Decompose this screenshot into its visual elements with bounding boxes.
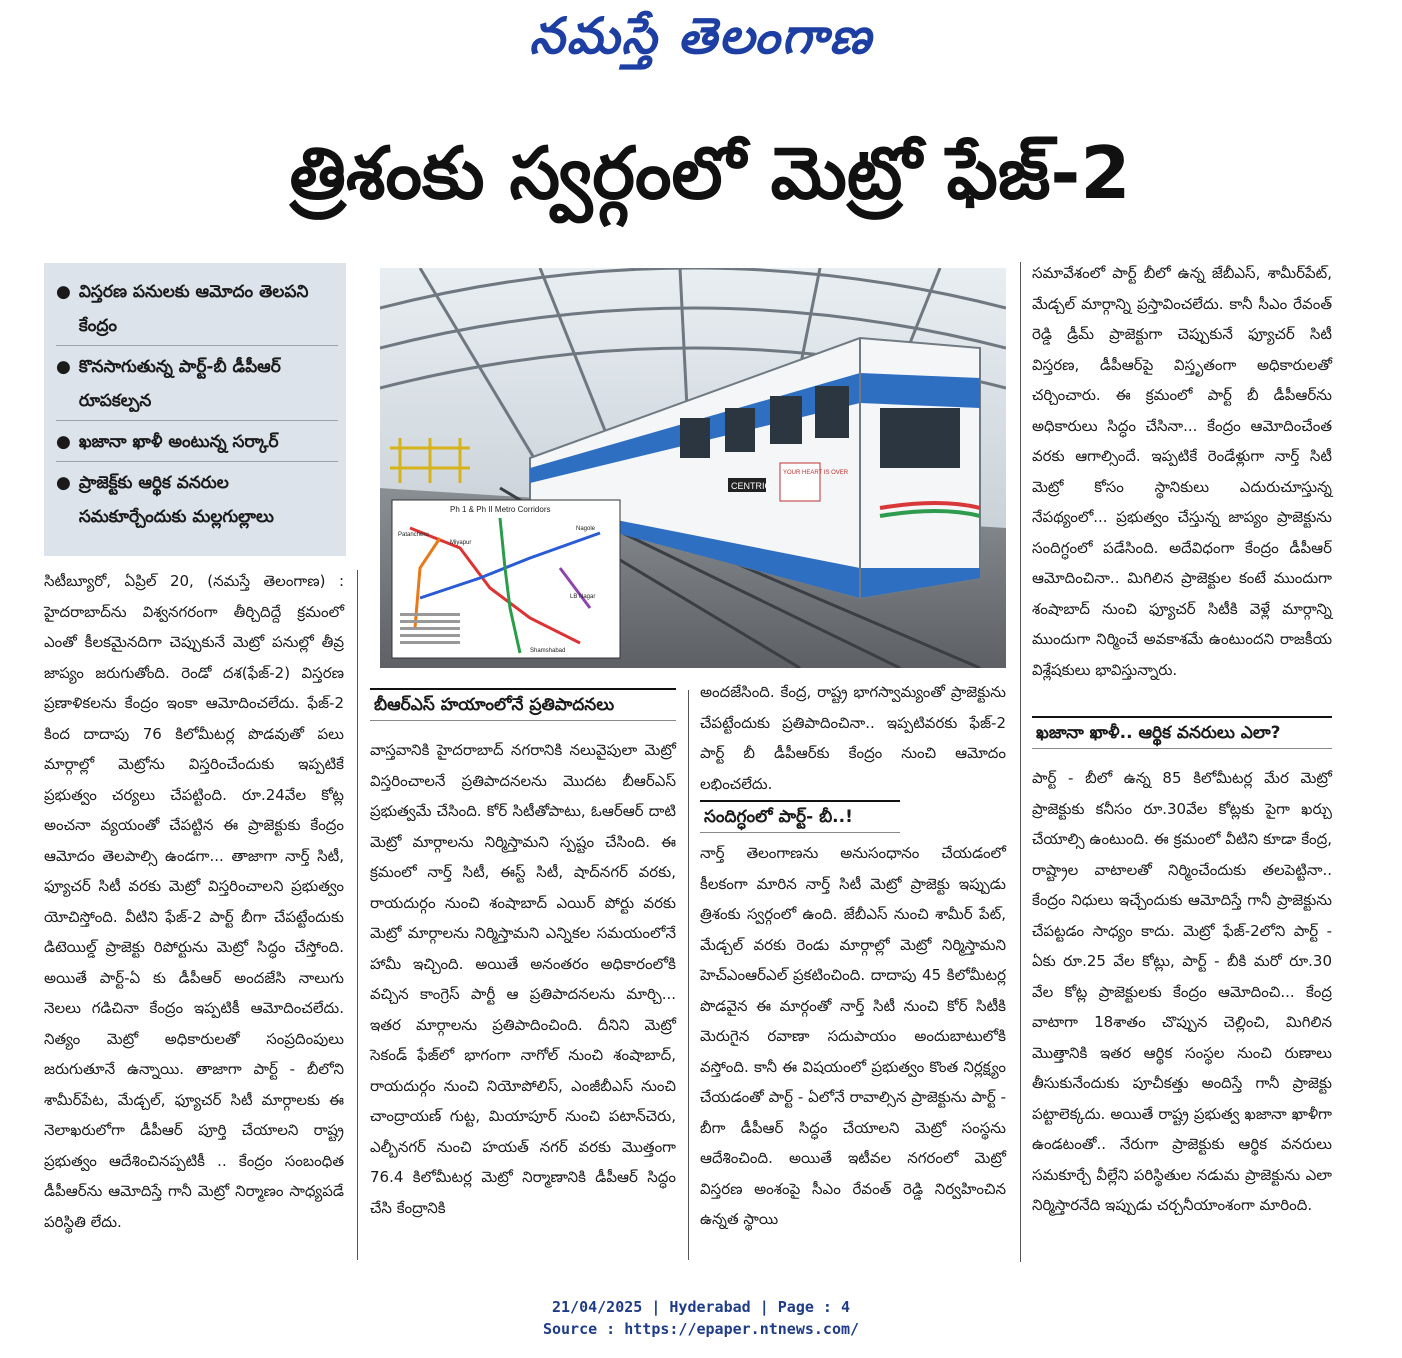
- article-paragraph: వాస్తవానికి హైదరాబాద్ నగరానికి నలువైపులా మెట్రో విస్తరించాలనే ప్రతిపాదనలను మొదట బీఆర్‌ఎస్ ప్రభుత్వమే చేసింది. కోర్ సిటీతోపాటు, ఓఆర్‌ఆర్ దాటి మెట్రో మార్గాలను నిర్మిస్తామని స్పష్టం చేసింది. ఈ క్రమంలో నార్త్ సిటీ, ఈస్ట్ సిటీ, షాద్‌నగర్ వరకు, రాయదుర్గం నుంచి శంషాబాద్ ఎయిర్ పోర్టు వరకు మెట్రో మార్గాలను నిర్మిస్తామని ఎన్నికల సమయంలోనే హామీ ఇచ్చింది. అయితే అనంతరం అధికారంలోకి వచ్చిన కాంగ్రెస్ పార్టీ ఆ ప్రతిపాదనలను మార్చి... ఇతర మార్గాలను ప్రతిపాదించింది. దీనిని మెట్రో సెకండ్ ఫేజ్‌లో భాగంగా నాగోల్ నుంచి శంషాబాద్, రాయదుర్గం నుంచి నియోపోలిస్, ఎంజీబీఎస్ నుంచి చాంద్రాయణ్ గుట్ట, మియాపూర్ నుంచి పటాన్‌చెరు, ఎల్బీనగర్ నుంచి హయత్ నగర్ వరకు మొత్తంగా 76.4 కిలోమీటర్ల మెట్రో నిర్మాణానికి డీపీఆర్ సిద్ధం చేసి కేంద్రానికి: [370, 741, 676, 1217]
- metro-train-photo: [380, 268, 1006, 668]
- article-column-1: [44, 566, 344, 1237]
- footer-date-line: 21/04/2025 | Hyderabad | Page : 4: [551, 1298, 850, 1316]
- map-label: Nagole: [576, 526, 596, 532]
- headline: త్రిశంకు స్వర్గంలో మెట్రో ఫేజ్-2: [289, 131, 1131, 215]
- highlight-text: విస్తరణ పనులకు ఆమోదం తెలపని కేంద్రం: [78, 282, 309, 336]
- article-paragraph: పార్ట్ - బీలో ఉన్న 85 కిలోమీటర్ల మేర మెట్రో ప్రాజెక్టుకు కనీసం రూ.30వేల కోట్లకు పైగా ఖర్చు చేయాల్సి ఉంటుంది. ఈ క్రమంలో వీటిని కూడా కేంద్ర, రాష్ట్రాల వాటాలతో నిర్మించేందుకు తలపెట్టినా.. కేంద్రం నిధులు ఇచ్చేందుకు ఆమోదిస్తే గానీ ప్రాజెక్టును చేపట్టడం సాధ్యం కాదు. మెట్రో ఫేజ్-2లోని పార్ట్ - ఏకు రూ.25 వేల కోట్లు, పార్ట్ - బీకి మరో రూ.30 వేల కోట్ల ప్రాజెక్టులకు కేంద్రం ఆమోదించి... కేంద్ర వాటాగా 18శాతం చొప్పున చెల్లించి, మిగిలిన మొత్తానికి ఇతర ఆర్థిక సంస్థల నుంచి రుణాలు తీసుకునేందుకు పూచీకత్తు అందిస్తే గానీ ప్రాజెక్టు పట్టాలెక్కదు. అయితే రాష్ట్ర ప్రభుత్వ ఖజానా ఖాళీగా ఉండటంతో.. నేరుగా ప్రాజెక్టుకు ఆర్థిక వనరులు సమకూర్చే వీల్లేని పరిస్థితుల నడుమ ప్రాజెక్టును ఎలా నిర్మిస్తారనేది ఇప్పుడు చర్చనీయాంశంగా మారింది.: [1032, 769, 1332, 1214]
- map-label: LB Nagar: [570, 594, 596, 600]
- footer-source-link[interactable]: Source : https://epaper.ntnews.com/: [542, 1320, 860, 1338]
- highlight-text: ఖజానా ఖాళీ అంటున్న సర్కార్: [78, 432, 279, 452]
- train-sign-heart: YOUR HEART IS OVER: [783, 470, 849, 476]
- highlight-item: [56, 466, 338, 536]
- highlight-item: [56, 425, 338, 462]
- masthead: నమస్తే తెలంగాణ: [529, 6, 873, 65]
- bullet-icon: ●: [56, 473, 71, 493]
- article-paragraph: అందజేసింది. కేంద్ర, రాష్ట్ర భాగస్వామ్యంతో ప్రాజెక్టును చేపట్టేందుకు ప్రతిపాదించినా.. ఇప్పటివరకు ఫేజ్-2 పార్ట్ బీ డీపీఆర్‌కు కేంద్రం నుంచి ఆమోదం లభించలేదు.: [700, 683, 1006, 793]
- highlight-text: కొనసాగుతున్న పార్ట్-బీ డీపీఆర్ రూపకల్పన: [78, 357, 281, 411]
- article-column-2: [370, 735, 676, 1223]
- highlight-item: [56, 350, 338, 421]
- column-divider: [688, 690, 689, 1260]
- article-column-3: [700, 677, 1006, 799]
- bullet-icon: ●: [56, 432, 71, 452]
- map-title: Ph 1 & Ph II Metro Corridors: [450, 505, 551, 514]
- map-label: Shamshabad: [530, 648, 566, 654]
- map-label: Patancheru: [398, 532, 429, 538]
- highlight-text: ప్రాజెక్ట్‌కు ఆర్థిక వనరుల సమకూర్చేందుకు మల్లగుల్లాలు: [78, 473, 274, 527]
- subheading-treasury: ఖజానా ఖాళీ.. ఆర్థిక వనరులు ఎలా?: [1032, 716, 1332, 749]
- map-label: Miyapur: [450, 540, 472, 546]
- highlight-item: [56, 275, 338, 346]
- train-sign-centric: CENTRIC: [731, 481, 771, 491]
- bullet-icon: ●: [56, 282, 71, 302]
- subheading-part-b: సందిగ్ధంలో పార్ట్- బీ..!: [700, 800, 900, 833]
- article-column-4: [1032, 258, 1332, 685]
- column-divider: [357, 570, 358, 1260]
- article-paragraph: సిటీబ్యూరో, ఏప్రిల్ 20, (నమస్తే తెలంగాణ) : హైదరాబాద్‌ను విశ్వనగరంగా తీర్చిదిద్దే క్రమంలో ఎంతో కీలకమైనదిగా చెప్పుకునే మెట్రో పనుల్లో తీవ్ర జాప్యం జరుగుతోంది. రెండో దశ(ఫేజ్-2) విస్తరణ ప్రణాళికలను కేంద్రం ఇంకా ఆమోదించలేదు. ఫేజ్-2 కింద దాదాపు 76 కిలోమీటర్ల పొడవుతో పలు మార్గాల్లో మెట్రోను విస్తరించేందుకు ఇప్పటికే ప్రభుత్వం చర్యలు చేపట్టింది. రూ.24వేల కోట్ల అంచనా వ్యయంతో చేపట్టిన ఈ ప్రాజెక్టుకు కేంద్రం ఆమోదం తెలపాల్సి ఉండగా... తాజాగా నార్త్ సిటీ, ఫ్యూచర్ సిటీ వరకు మెట్రో విస్తరించాలని ప్రభుత్వం యోచిస్తోంది. వీటిని ఫేజ్-2 పార్ట్ బీగా చేపట్టేందుకు డిటెయిల్డ్ ప్రాజెక్టు రిపోర్టును మెట్రో సిద్ధం చేస్తోంది. అయితే పార్ట్-ఏ కు డీపీఆర్ అందజేసి నాలుగు నెలలు గడిచినా కేంద్రం ఇప్పటికీ ఆమోదించలేదు. నిత్యం మెట్రో అధికారులతో సంప్రదింపులు జరుగుతూనే ఉన్నాయి. తాజాగా పార్ట్ - బీలోని శామీర్‌పేట, మేడ్చల్, ఫ్యూచర్ సిటీ మార్గాలకు ఈ నెలాఖరులోగా డీపీఆర్ పూర్తి చేయాలని రాష్ట్ర ప్రభుత్వం ఆదేశించినప్పటికీ .. కేంద్రం సంబంధిత డీపీఆర్‌ను ఆమోదిస్తే గానీ మెట్రో నిర్మాణం సాధ్యపడే పరిస్థితి లేదు.: [44, 572, 344, 1231]
- article-column-3b: [700, 838, 1006, 1235]
- subheading-brs-proposals: బీఆర్‌ఎస్ హయాంలోనే ప్రతిపాదనలు: [370, 688, 676, 721]
- article-column-5: [1032, 763, 1332, 1221]
- column-divider: [1020, 262, 1021, 1262]
- photo-illustration: [380, 268, 1006, 668]
- highlights-box: [44, 263, 346, 556]
- bullet-icon: ●: [56, 357, 71, 377]
- article-paragraph: సమావేశంలో పార్ట్ బీలో ఉన్న జేబీఎస్, శామీర్‌పేట్, మేడ్చల్ మార్గాన్ని ప్రస్తావించలేదు. కానీ సీఎం రేవంత్ రెడ్డి డ్రీమ్ ప్రాజెక్టుగా చెప్పుకునే ఫ్యూచర్ సిటీ విస్తరణ, డీపీఆర్‌పై విస్తృతంగా అధికారులతో చర్చించారు. ఈ క్రమంలో పార్ట్ బీ డీపీఆర్‌ను అధికారులు సిద్ధం చేసినా... కేంద్రం ఆమోదించేంత వరకు ఆగాల్సిందే. ఇప్పటికే రెండేళ్లుగా నార్త్ సిటీ మెట్రో కోసం స్థానికులు ఎదురుచూస్తున్న నేపథ్యంలో... ప్రభుత్వం చేస్తున్న జాప్యం ప్రాజెక్టును సందిగ్ధంలో పడేసింది. అదేవిధంగా కేంద్రం డీపీఆర్ ఆమోదించినా.. మిగిలిన ప్రాజెక్టుల కంటే ముందుగా శంషాబాద్ నుంచి ఫ్యూచర్ సిటీకి వెళ్లే మార్గాన్ని ముందుగా నిర్మించే అవకాశమే ఉంటుందని రాజకీయ విశ్లేషకులు భావిస్తున్నారు.: [1032, 264, 1332, 679]
- article-paragraph: నార్త్ తెలంగాణను అనుసంధానం చేయడంలో కీలకంగా మారిన నార్త్ సిటీ మెట్రో ప్రాజెక్టు ఇప్పుడు త్రిశంకు స్వర్గంలో ఉంది. జేబీఎస్ నుంచి శామీర్ పేట్, మేడ్చల్ వరకు రెండు మార్గాల్లో మెట్రో నిర్మిస్తామని హెచ్ఎంఆర్ఎల్ ప్రకటించింది. దాదాపు 45 కిలోమీటర్ల పొడవైన ఈ మార్గంతో నార్త్ సిటీ నుంచి కోర్ సిటీకి మెరుగైన రవాణా సదుపాయం అందుబాటులోకి వస్తోంది. కానీ ఈ విషయంలో ప్రభుత్వం కొంత నిర్లక్ష్యం చేయడంతో పార్ట్ - ఏలోనే రావాల్సిన ప్రాజెక్టును పార్ట్ - బీగా డీపీఆర్ సిద్ధం చేయాలని మెట్రో సంస్థను ఆదేశించింది. అయితే ఇటీవల నగరంలో మెట్రో విస్తరణ అంశంపై సీఎం రేవంత్ రెడ్డి నిర్వహించిన ఉన్నత స్థాయి: [700, 844, 1006, 1228]
